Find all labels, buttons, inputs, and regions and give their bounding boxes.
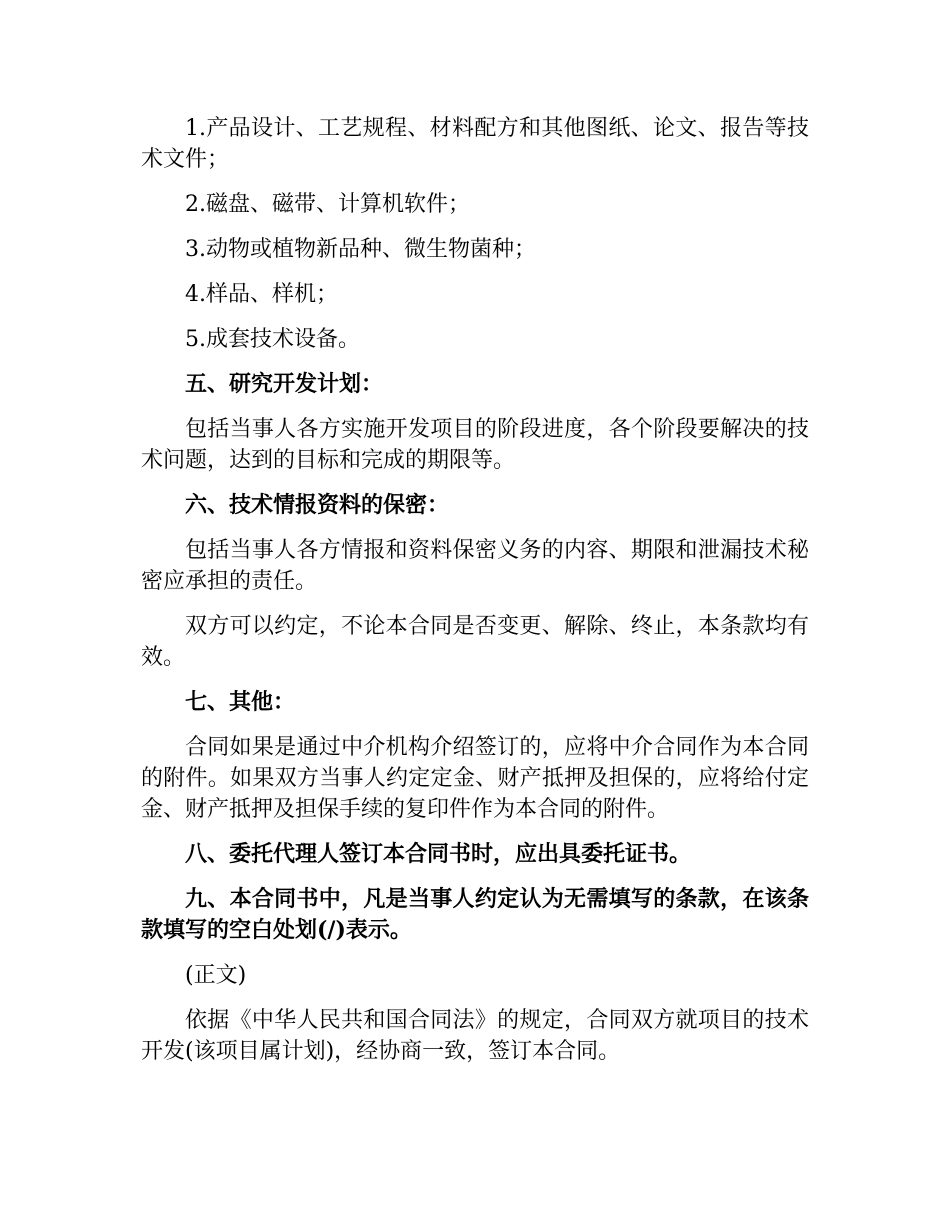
list-item-4: 4.样品、样机； [185, 282, 338, 307]
section-7-body: 合同如果是通过中介机构介绍签订的，应将中介合同作为本合同的附件。如果双方当事人约定定金、财产抵押及担保的，应将给付定金、财产抵押及担保手续的复印件作为本合同的附件。 [141, 735, 809, 822]
section-8-heading: 八、委托代理人签订本合同书时，应出具委托证书。 [185, 841, 692, 867]
section-9-heading: 九、本合同书中，凡是当事人约定认为无需填写的条款，在该条款填写的空白处划(/)表示。 [141, 886, 809, 943]
list-item-1: 1.产品设计、工艺规程、材料配方和其他图纸、论文、报告等技术文件； [141, 116, 809, 172]
section-5-heading: 五、研究开发计划： [185, 371, 384, 397]
zhengwen-label: (正文) [185, 963, 247, 988]
closing-paragraph: 依据《中华人民共和国合同法》的规定，合同双方就项目的技术开发(该项目属计划)，经协商一致，签订本合同。 [141, 1008, 809, 1064]
section-5-body: 包括当事人各方实施开发项目的阶段进度，各个阶段要解决的技术问题，达到的目标和完成的期限等。 [141, 417, 809, 473]
section-7-heading: 七、其他： [185, 689, 296, 715]
document-page [141, 113, 809, 1067]
list-item-3: 3.动物或植物新品种、微生物菌种； [185, 237, 536, 262]
section-6-heading: 六、技术情报资料的保密： [185, 492, 450, 518]
list-item-2: 2.磁盘、磁带、计算机软件； [185, 192, 470, 217]
section-6-body-2: 双方可以约定，不论本合同是否变更、解除、终止，本条款均有效。 [141, 614, 809, 670]
list-item-5: 5.成套技术设备。 [185, 327, 360, 352]
section-6-body-1: 包括当事人各方情报和资料保密义务的内容、期限和泄漏技术秘密应承担的责任。 [141, 538, 809, 594]
